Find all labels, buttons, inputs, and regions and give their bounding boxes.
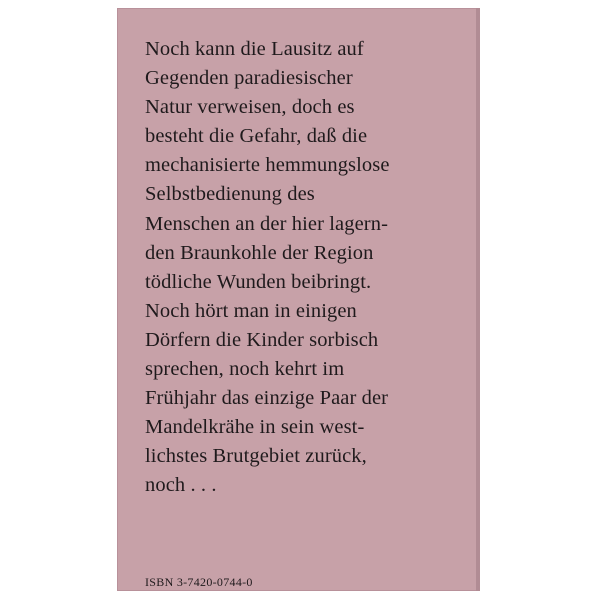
cover-edge-shadow [476,8,480,591]
blurb-line: Gegenden paradiesischer [145,67,353,90]
blurb-line: Frühjahr das einzige Paar der [145,387,389,410]
book-back-cover [117,8,480,591]
blurb-line: Natur verweisen, doch es [145,96,355,119]
blurb-line: Menschen an der hier lagern- [145,212,388,235]
blurb-line: Selbstbedienung des [145,183,315,206]
blurb-line: Mandelkrähe in sein west- [145,416,365,439]
blurb-line: besteht die Gefahr, daß die [145,125,368,148]
blurb-line: lichstes Brutgebiet zurück, [145,445,367,468]
blurb-line: tödliche Wunden beibringt. [145,270,372,293]
cover-blurb [145,35,465,501]
blurb-line: noch . . . [145,474,217,497]
blurb-line: sprechen, noch kehrt im [145,358,345,381]
blurb-line: Noch hört man in einigen [145,299,357,322]
blurb-line: den Braunkohle der Region [145,241,374,264]
blurb-line: mechanisierte hemmungslose [145,154,390,177]
isbn-label: ISBN 3-7420-0744-0 [145,575,253,589]
blurb-line: Dörfern die Kinder sorbisch [145,328,379,351]
blurb-line: Noch kann die Lausitz auf [145,38,364,60]
